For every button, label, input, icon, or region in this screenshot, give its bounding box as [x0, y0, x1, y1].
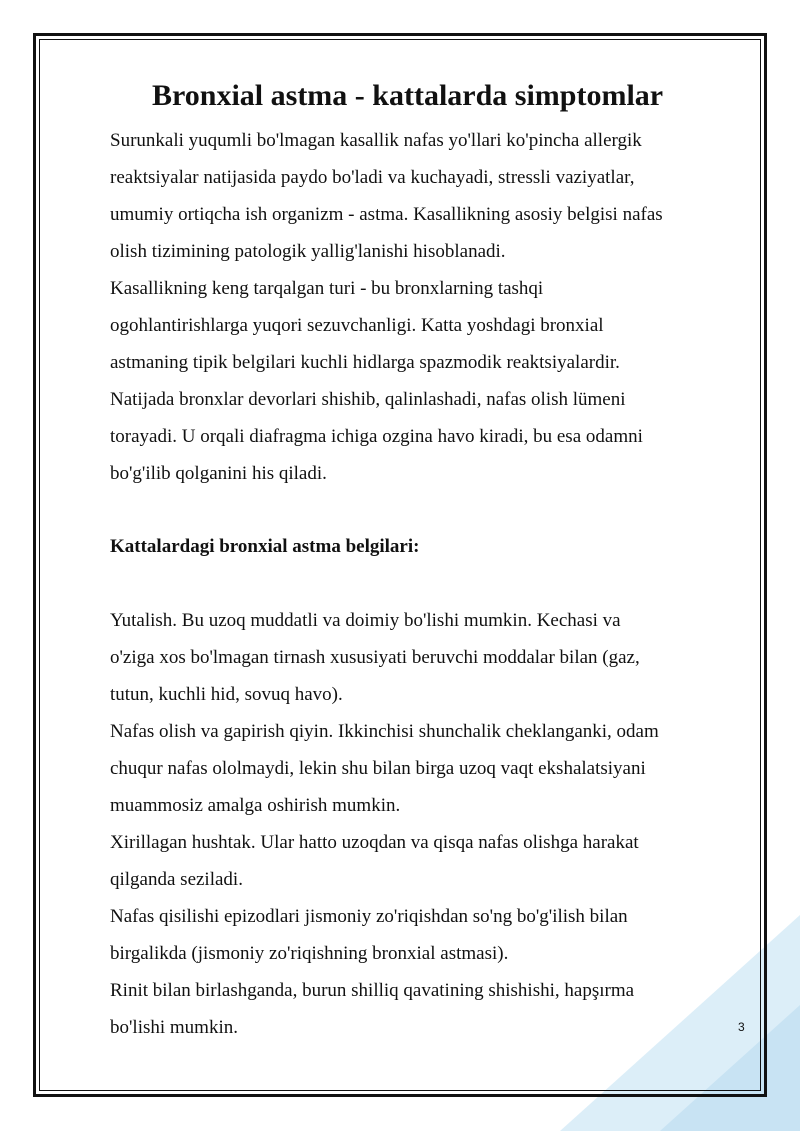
text-line: olish tizimining patologik yallig'lanishi hisoblanadi.: [110, 241, 506, 262]
text-line: Kasallikning keng tarqalgan turi - bu bronxlarning tashqi: [110, 278, 544, 299]
text-line: o'ziga xos bo'lmagan tirnash xususiyati beruvchi moddalar bilan (gaz,: [110, 647, 640, 668]
text-line: umumiy ortiqcha ish organizm - astma. Kasallikning asosiy belgisi nafas: [110, 204, 663, 225]
text-line: bo'g'ilib qolganini his qiladi.: [110, 463, 327, 484]
page-title: Bronxial astma - kattalarda simptomlar: [152, 79, 664, 112]
text-line: ogohlantirishlarga yuqori sezuvchanligi. Katta yoshdagi bronxial: [110, 315, 604, 336]
text-line: qilganda seziladi.: [110, 869, 243, 890]
text-line: Rinit bilan birlashganda, burun shilliq qavatining shishishi, hapşırma: [110, 980, 635, 1001]
text-line: astmaning tipik belgilari kuchli hidlarga spazmodik reaktsiyalardir.: [110, 352, 620, 373]
symptoms-list: [110, 602, 750, 1046]
text-line: Natijada bronxlar devorlari shishib, qalinlashadi, nafas olish lümeni: [110, 389, 626, 410]
text-line: chuqur nafas ololmaydi, lekin shu bilan birga uzoq vaqt ekshalatsiyani: [110, 758, 646, 779]
text-line: Nafas qisilishi epizodlari jismoniy zo'riqishdan so'ng bo'g'ilish bilan: [110, 906, 628, 927]
text-line: Surunkali yuqumli bo'lmagan kasallik nafas yo'llari ko'pincha allergik: [110, 130, 642, 151]
text-line: Yutalish. Bu uzoq muddatli va doimiy bo'lishi mumkin. Kechasi va: [110, 610, 621, 631]
text-line: bo'lishi mumkin.: [110, 1017, 238, 1038]
text-line: reaktsiyalar natijasida paydo bo'ladi va kuchayadi, stressli vaziyatlar,: [110, 167, 635, 188]
section-heading: Kattalardagi bronxial astma belgilari:: [110, 536, 420, 557]
page-content: [110, 74, 750, 1046]
intro-paragraph: [110, 122, 750, 492]
text-line: tutun, kuchli hid, sovuq havo).: [110, 684, 343, 705]
text-line: torayadi. U orqali diafragma ichiga ozgina havo kiradi, bu esa odamni: [110, 426, 643, 447]
text-line: muammosiz amalga oshirish mumkin.: [110, 795, 401, 816]
text-line: Xirillagan hushtak. Ular hatto uzoqdan va qisqa nafas olishga harakat: [110, 832, 639, 853]
text-line: Nafas olish va gapirish qiyin. Ikkinchisi shunchalik cheklanganki, odam: [110, 721, 659, 742]
text-line: birgalikda (jismoniy zo'riqishning bronxial astmasi).: [110, 943, 509, 964]
page-number: 3: [738, 1020, 745, 1034]
